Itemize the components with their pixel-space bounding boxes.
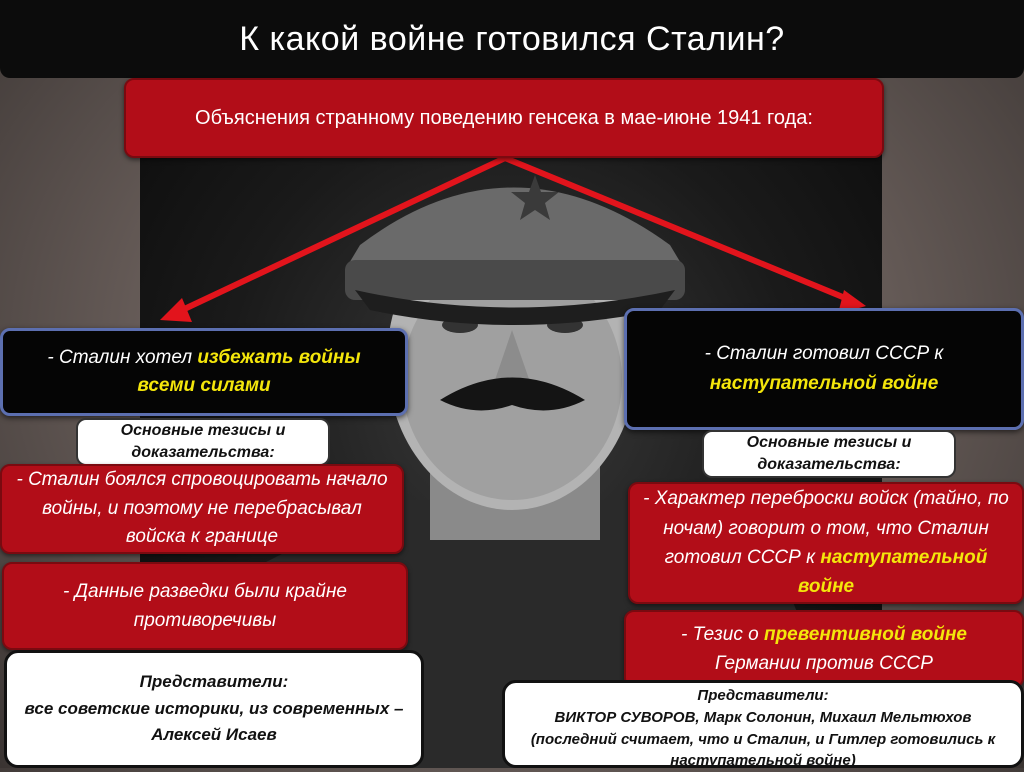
right-point-2 (624, 610, 1024, 688)
left-theses-label-text: Основные тезисы и доказательства: (86, 420, 320, 463)
right-point-2-prefix: - Тезис о (681, 624, 764, 645)
right-point-1-highlight: наступательной войне (798, 547, 988, 597)
slide-title: К какой войне готовился Сталин? (239, 20, 784, 59)
right-representatives (502, 680, 1024, 768)
right-theses-label (702, 430, 956, 478)
explanations-header-text: Объяснения странному поведению генсека в мае-июне 1941 года: (195, 107, 813, 130)
left-theses-label (76, 418, 330, 466)
left-reps-label: Представители: (140, 669, 289, 695)
right-reps-label: Представители: (697, 685, 828, 707)
left-point-2-text: - Данные разведки были крайне противоречивы (14, 577, 396, 636)
right-main-highlight: наступательной войне (710, 373, 939, 394)
explanations-header (124, 78, 884, 158)
right-main-prefix: - Сталин готовил СССР к (705, 343, 944, 364)
left-reps-text: все советские историки, из современных – Алексей Исаев (21, 696, 407, 749)
left-main-thesis (0, 328, 408, 416)
left-main-highlight: избежать войны всеми силами (137, 347, 360, 397)
right-point-1-text: - Характер переброски войск (тайно, по ночам) говорит о том, что Сталин готовил СССР к (643, 488, 1009, 568)
right-reps-names: ВИКТОР СУВОРОВ, Марк Солонин, Михаил Мельтюхов (555, 707, 972, 729)
right-point-2-suffix: Германии против СССР (715, 653, 933, 674)
left-point-1-text: - Сталин боялся спровоцировать начало войны, и поэтому не перебрасывал войска к границе (12, 466, 392, 552)
left-representatives (4, 650, 424, 768)
right-point-1 (628, 482, 1024, 604)
title-bar (0, 0, 1024, 78)
right-main-thesis (624, 308, 1024, 430)
left-point-2 (2, 562, 408, 650)
left-main-prefix: - Сталин хотел (47, 347, 197, 368)
right-point-2-highlight: превентивной войне (764, 624, 967, 645)
right-reps-note: (последний считает, что и Сталин, и Гитлер готовились к наступательной войне) (515, 729, 1011, 772)
left-point-1 (0, 464, 404, 554)
right-theses-label-text: Основные тезисы и доказательства: (712, 432, 946, 475)
